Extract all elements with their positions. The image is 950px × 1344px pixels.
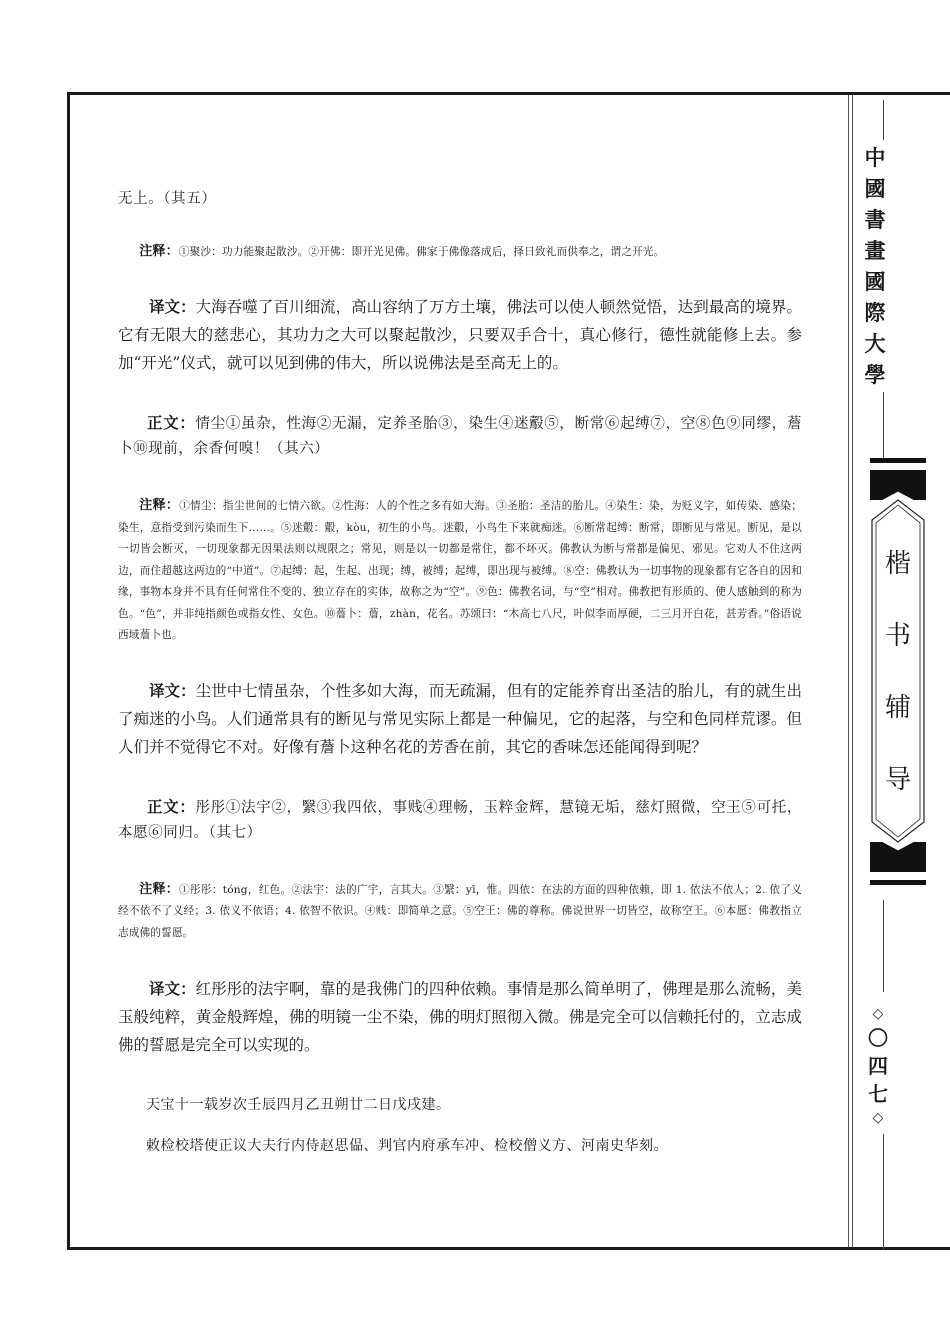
banner-char: 辅: [884, 693, 911, 723]
page-number-digit: 〇: [868, 1026, 888, 1050]
annotation-body: ①情尘：指尘世间的七情六欲。②性海：人的个性之多有如大海。③圣胎：圣洁的胎儿。④染生：染，为贬义字，如传染、感染；染生，意指受到污染而生下……。⑤迷鷇：鷇，kòu，初生的小鸟。迷鷇，小鸟生下来就痴迷。⑥断常起缚：断常，即断见与常见。断见，是以一切皆会断灭，一切现象都无因果法则以规限之；常见，则是以一切都是常住，都不坏灭。佛教认为断与常都是偏见、邪见。它劝人不住这两边，而住超越这两边的“中道”。⑦起缚：起，生起、出现；缚，被缚；起缚，即出现与被缚。⑧空：佛教认为一切事物的现象都有它各自的因和缘，事物本身并不具有任何常住不变的、独立存在的实体，故称之为“空”。⑨色：佛教名词，与“空”相对。佛教把有形质的、使人感触到的称为色。“色”，并非纯指颜色或指女性、女色。⑩薝卜：薝，zhàn，花名。苏颂曰：“木高七八尺，叶似李而厚硬，二三月开白花，甚芳香。”俗语说西域薝卜也。: [118, 500, 802, 642]
colophon-date: 天宝十一载岁次壬辰四月乙丑朔廿二日戊戌建。: [146, 1097, 451, 1114]
diamond-icon: ◇: [872, 1006, 884, 1022]
series-title-char: 中: [864, 145, 886, 170]
series-title-char: 際: [864, 300, 886, 325]
translation-five: [118, 293, 802, 377]
main-text: [118, 172, 802, 1174]
verse-five-ending: 无上。（其五）: [118, 190, 217, 207]
annotation-body: ①彤彤：tóng，红色。②法宇：法的广宇，言其大。③繄：yī，惟。四依：在法的方面的四种依赖，即 1. 依法不依人；2. 依了义经不依不了义经；3. 依义不依语；4. 依智不依识。④贱：即简单之意。⑤空王：佛的尊称。佛说世界一切皆空，故称空王。⑥本愿：佛教指立志成佛的誓愿。: [118, 883, 802, 939]
divider-line: [883, 392, 884, 458]
series-title-char: 大: [864, 331, 886, 356]
translation-body: 大海吞噬了百川细流，高山容纳了万方土壤，佛法可以使人顿然觉悟，达到最高的境界。它有无限大的慈悲心，其功力之大可以聚起散沙，只要双手合十，真心修行，德性就能修上去。参加“开光”仪式，就可以见到佛的伟大，所以说佛法是至高无上的。: [118, 298, 802, 373]
annotation-body: ①聚沙：功力能聚起散沙。②开佛：即开光见佛。佛家于佛像落成后，择日致礼而供奉之，谓之开光。: [178, 245, 665, 258]
margin-rule: [848, 95, 849, 1247]
banner-char: 书: [884, 621, 911, 651]
divider-line: [883, 900, 884, 992]
translation-seven: [118, 975, 802, 1059]
translation-label: 译文：: [149, 681, 196, 700]
annotation-six: [118, 495, 802, 647]
series-title-char: 學: [864, 362, 886, 387]
translation-body: 尘世中七情虽杂，个性多如大海，而无疏漏，但有的定能养育出圣洁的胎儿，有的就生出了痴迷的小鸟。人们通常具有的断见与常见实际上都是一种偏见，它的起落，与空和色同样荒谬。但人们并不觉得它不对。好像有薝卜这种名花的芳香在前，其它的香味怎还能闻得到呢？: [118, 681, 802, 756]
translation-label: 译文：: [149, 979, 196, 998]
original-text-seven: [118, 795, 802, 846]
page-number: [860, 1004, 896, 1128]
margin-rule: [852, 95, 853, 1247]
banner-bar: [870, 458, 926, 463]
banner-char: 导: [884, 765, 911, 795]
annotation-label: 注释：: [139, 243, 179, 259]
divider-line: [883, 100, 884, 140]
page-number-digit: 七: [868, 1082, 888, 1106]
series-title-char: 書: [864, 207, 886, 232]
translation-six: [118, 677, 802, 761]
annotation-label: 注释：: [139, 881, 180, 897]
diamond-icon: ◇: [872, 1110, 884, 1126]
translation-body: 红彤彤的法宇啊，靠的是我佛门的四种依赖。事情是那么简单明了，佛理是那么流畅，美玉般纯粹，黄金般辉煌，佛的明镜一尘不染，佛的明灯照彻入微。佛是完全可以信赖托付的，立志成佛的誓愿是完全可以实现的。: [118, 979, 802, 1054]
annotation-label: 注释：: [139, 498, 180, 514]
series-title-char: 國: [864, 269, 886, 294]
series-title-char: 畫: [864, 238, 886, 263]
page-number-digit: 四: [868, 1054, 888, 1078]
original-label: 正文：: [147, 797, 196, 816]
series-title: [860, 142, 890, 390]
banner-bar: [870, 880, 926, 885]
series-title-char: 國: [864, 176, 886, 201]
banner-char: 楷: [884, 549, 911, 579]
original-body: 彤彤①法宇②，繄③我四依，事贱④理畅，玉粹金辉，慧镜无垢，慈灯照微，空王⑤可托，本愿⑥同归。（其七）: [118, 799, 802, 841]
colophon-credits: 敕检校塔使正议大夫行内侍赵思偘、判官内府承车冲、检校僧义方、河南史华刻。: [146, 1138, 668, 1155]
annotation-seven: [118, 879, 802, 945]
annotation-five: [118, 241, 802, 264]
original-label: 正文：: [147, 414, 196, 433]
original-text-six: [118, 411, 802, 462]
translation-label: 译文：: [149, 298, 196, 317]
original-body: 情尘①虽杂，性海②无漏，定养圣胎③，染生④迷鷇⑤，断常⑥起缚⑦，空⑧色⑨同缪，薝卜⑩现前，余香何嗅！（其六）: [118, 416, 802, 458]
section-banner: [870, 540, 926, 828]
divider-line: [883, 1134, 884, 1250]
